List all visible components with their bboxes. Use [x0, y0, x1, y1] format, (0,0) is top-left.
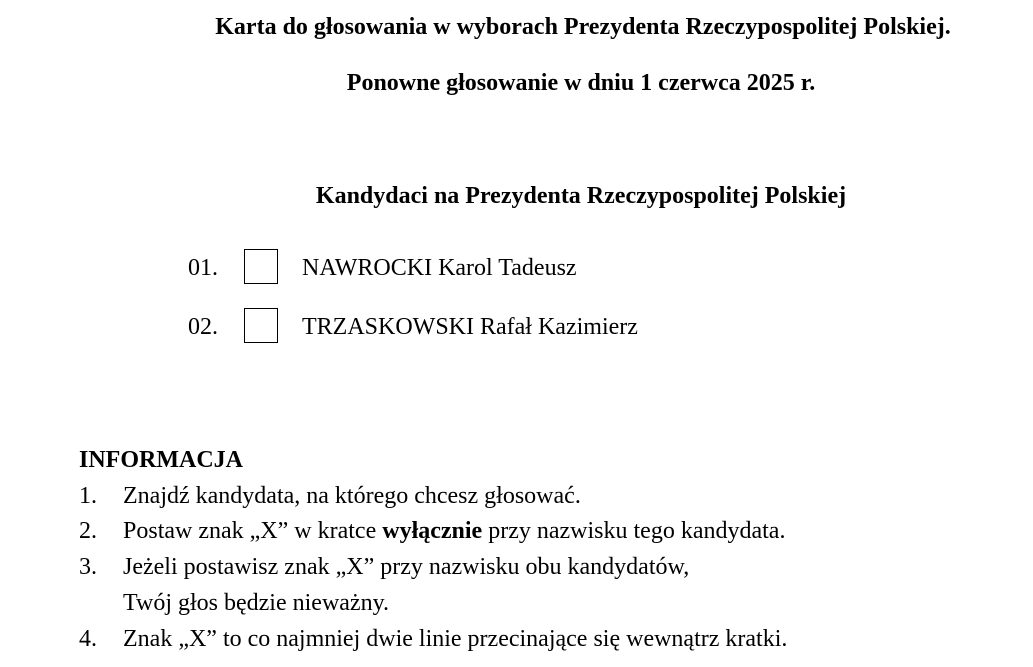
- candidate-number: 01.: [188, 255, 218, 281]
- info-item-text: [123, 516, 785, 546]
- info-item-number: 2.: [79, 518, 97, 544]
- info-item-text-after: przy nazwisku tego kandydata.: [482, 518, 786, 544]
- candidate-checkbox-2[interactable]: [244, 308, 278, 343]
- info-item-number: 4.: [79, 626, 97, 652]
- info-heading: INFORMACJA: [79, 447, 243, 473]
- info-item-number: 1.: [79, 483, 97, 509]
- info-item-text-before: Postaw znak „X” w kratce: [123, 518, 383, 544]
- candidate-name: TRZASKOWSKI Rafał Kazimierz: [302, 314, 638, 340]
- info-item-text: Twój głos będzie nieważny.: [123, 590, 390, 616]
- candidate-number: 02.: [188, 314, 218, 340]
- candidate-row-1: [188, 249, 788, 287]
- candidate-checkbox-1[interactable]: [244, 249, 278, 284]
- candidates-heading: Kandydaci na Prezydenta Rzeczypospolitej Polskiej: [315, 183, 847, 209]
- info-item-text: Znak „X” to co najmniej dwie linie przecinające się wewnątrz kratki.: [123, 626, 788, 652]
- candidate-name: NAWROCKI Karol Tadeusz: [302, 255, 577, 281]
- info-item-number: 3.: [79, 554, 97, 580]
- info-item-text-bold: wyłącznie: [382, 518, 483, 544]
- candidate-row-2: [188, 308, 788, 346]
- info-item-text: Znajdź kandydata, na którego chcesz głosować.: [123, 483, 581, 509]
- ballot-title: Karta do głosowania w wyborach Prezydenta Rzeczypospolitej Polskiej.: [215, 14, 951, 40]
- ballot-subtitle: Ponowne głosowanie w dniu 1 czerwca 2025 r.: [346, 70, 816, 96]
- info-item-text: Jeżeli postawisz znak „X” przy nazwisku obu kandydatów,: [123, 554, 690, 580]
